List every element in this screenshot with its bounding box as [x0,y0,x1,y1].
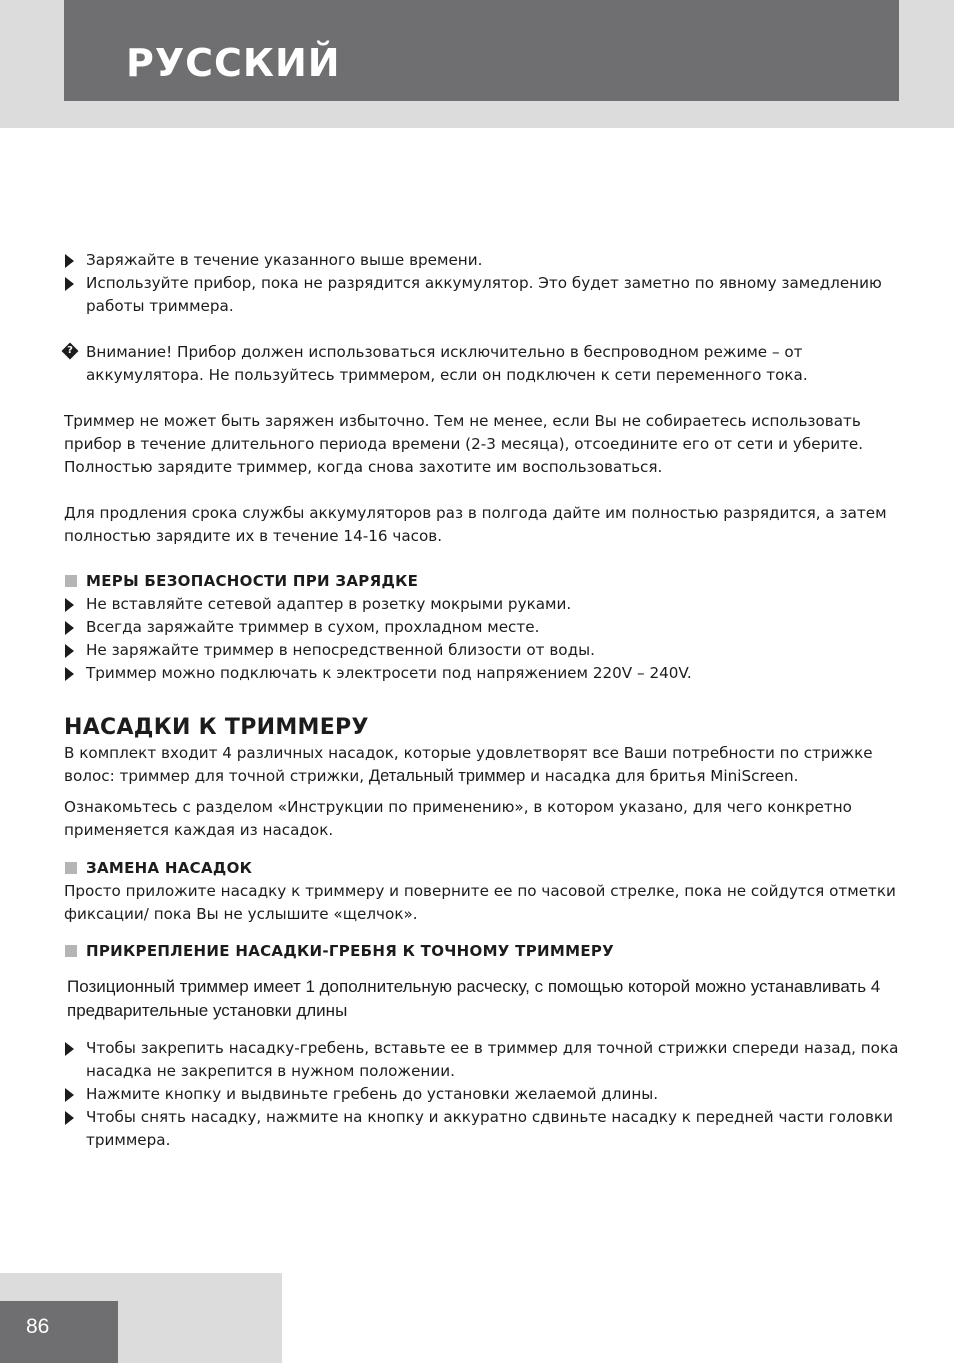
section-square-icon [65,575,77,587]
warning-text: Внимание! Прибор должен использоваться исключительно в беспроводном режиме – от аккумулятора. Не пользуйтесь триммером, если он подключен к сети переменного тока. [86,343,808,384]
main-content [64,249,904,1152]
list-item: Не вставляйте сетевой адаптер в розетку мокрыми руками. [64,593,904,616]
list-item: Заряжайте в течение указанного выше времени. [64,249,904,272]
bullet-arrow-icon [65,254,74,268]
list-item: Всегда заряжайте триммер в сухом, прохладном месте. [64,616,904,639]
list-item: Чтобы снять насадку, нажмите на кнопку и аккуратно сдвиньте насадку к передней части головки триммера. [64,1106,904,1152]
safety-heading: МЕРЫ БЕЗОПАСНОСТИ ПРИ ЗАРЯДКЕ [64,570,904,593]
bullet-arrow-icon [65,1111,74,1125]
page-number: 86 [26,1315,50,1338]
bullet-arrow-icon [65,598,74,612]
page-title: РУССКИЙ [126,41,341,85]
comb-info-paragraph: Позиционный триммер имеет 1 дополнительную расческу, с помощью которой можно устанавливать 4 предварительные установки длины [67,977,881,1020]
section-square-icon [65,945,77,957]
list-item: Триммер можно подключать к электросети под напряжением 220V – 240V. [64,662,904,685]
list-item: Чтобы закрепить насадку-гребень, вставьте ее в триммер для точной стрижки спереди назад, пока насадка не закрепится в нужном положении. [64,1037,904,1083]
overcharge-paragraph: Триммер не может быть заряжен избыточно. Тем не менее, если Вы не собираетесь использовать прибор в течение длительного периода времени (2-3 месяца), отсоедините его от сети и уберите. Полностью зарядите триммер, когда снова захотите им воспользоваться. [64,412,864,476]
attachments-paragraph: В комплект входит 4 различных насадок, которые удовлетворят все Ваши потребности по стрижке волос: триммер для точной стрижки, Детальный триммер и насадка для бритья MiniScreen. [64,744,873,785]
list-item: Используйте прибор, пока не разрядится аккумулятор. Это будет заметно по явному замедлению работы триммера. [64,272,904,318]
replace-paragraph: Просто приложите насадку к триммеру и поверните ее по часовой стрелке, пока не сойдутся отметки фиксации/ пока Вы не услышите «щелчок». [64,882,896,923]
attachments-title: НАСАДКИ К ТРИММЕРУ [64,715,369,740]
bullet-arrow-icon [65,621,74,635]
instructions-paragraph: Ознакомьтесь с разделом «Инструкции по применению», в котором указано, для чего конкретно применяется каждая из насадок. [64,798,852,839]
comb-heading: ПРИКРЕПЛЕНИЕ НАСАДКИ-ГРЕБНЯ К ТОЧНОМУ ТРИММЕРУ [64,940,904,963]
intro-bullet-list [64,249,904,318]
bullet-arrow-icon [65,644,74,658]
safety-bullet-list [64,593,904,685]
list-item: Не заряжайте триммер в непосредственной близости от воды. [64,639,904,662]
replace-heading: ЗАМЕНА НАСАДОК [64,857,904,880]
footer-box [0,1301,118,1363]
list-item: Нажмите кнопку и выдвиньте гребень до установки желаемой длины. [64,1083,904,1106]
comb-bullet-list [64,1037,904,1152]
section-square-icon [65,862,77,874]
warning-icon: ? [62,343,79,360]
bullet-arrow-icon [65,1042,74,1056]
warning-note [64,341,904,387]
header-box [64,0,899,101]
battery-life-paragraph: Для продления срока службы аккумуляторов раз в полгода дайте им полностью разрядится, а затем полностью зарядите их в течение 14-16 часов. [64,504,887,545]
bullet-arrow-icon [65,1088,74,1102]
bullet-arrow-icon [65,667,74,681]
bullet-arrow-icon [65,277,74,291]
